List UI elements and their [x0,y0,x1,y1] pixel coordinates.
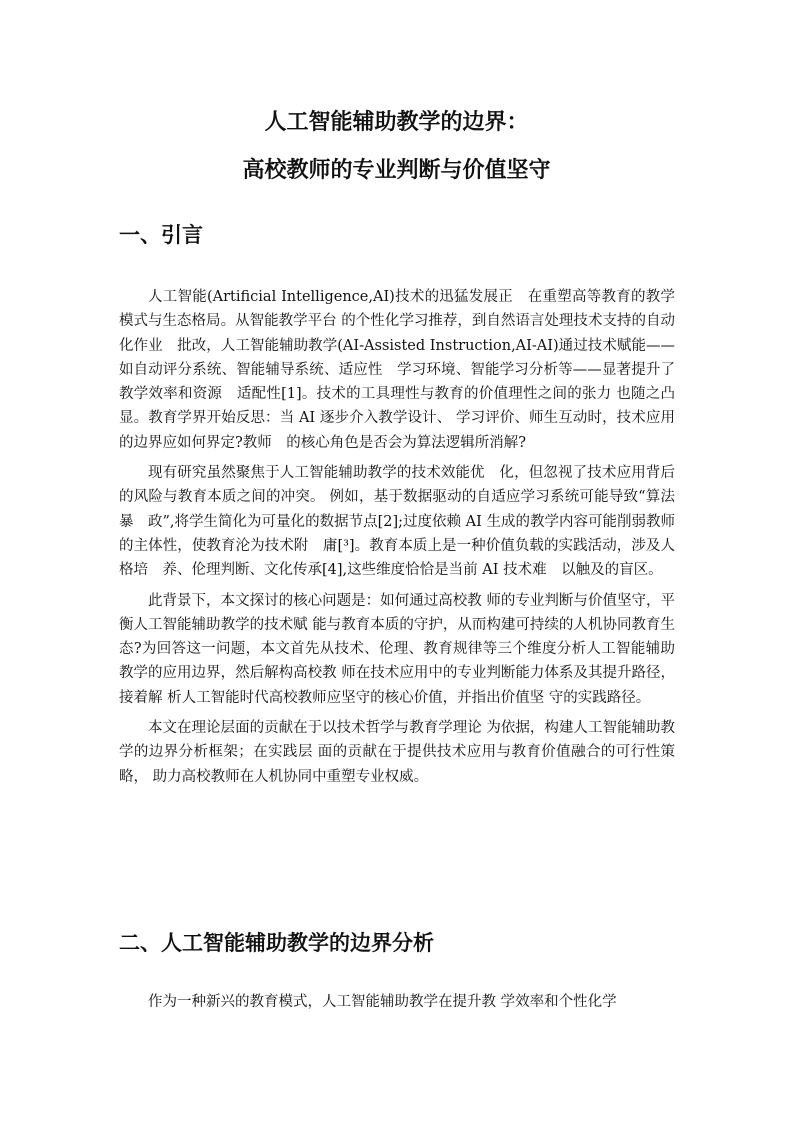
paragraph: 人工智能(Artificial Intelligence,AI)技术的迅猛发展正 在重塑高等教育的教学模式与生态格局。从智能教学平台 的个性化学习推荐，到自然语言处理技术支持的自动化作业 批改，人工智能辅助教学(AI-Assisted Instruction,AI-AI)通过技术赋能——如自动评分系统、智能辅导系统、适应性 学习环境、智能学习分析等——显著提升了教学效率和资源 适配性[1]。技术的工具理性与教育的价值理性之间的张力 也随之凸显。教育学界开始反思：当 AI 逐步介入教学设计、 学习评价、师生互动时，技术应用的边界应如何界定?教师 的核心角色是否会为算法逻辑所消解? [119,289,675,451]
section-heading-boundary-analysis: 二、人工智能辅助教学的边界分析 [119,931,434,955]
paragraph: 本文在理论层面的贡献在于以技术哲学与教育学理论 为依据，构建人工智能辅助教学的边界分析框架；在实践层 面的贡献在于提供技术应用与教育价值融合的可行性策略， 助力高校教师在人机协同中重塑专业权威。 [119,720,675,785]
paragraph: 作为一种新兴的教育模式，人工智能辅助教学在提升教 学效率和个性化学 [148,994,617,1010]
section-body-introduction [119,285,675,795]
section-body-boundary-analysis [119,990,675,1020]
section-heading-introduction: 一、引言 [119,223,203,247]
document-title-line-2: 高校教师的专业判断与价值坚守 [242,158,551,183]
paragraph: 此背景下，本文探讨的核心问题是：如何通过高校教 师的专业判断与价值坚守，平衡人工智能辅助教学的技术赋 能与教育本质的守护，从而构建可持续的人机协同教育生 态?为回答这一问题，本文首先从技术、伦理、教育规律等三个维度分析人工智能辅助教学的应用边界，然后解构高校教 师在技术应用中的专业判断能力体系及其提升路径，接着解 析人工智能时代高校教师应坚守的核心价值，并指出价值坚 守的实践路径。 [119,592,675,706]
document-title-line-1: 人工智能辅助教学的边界： [264,110,529,135]
paragraph: 现有研究虽然聚焦于人工智能辅助教学的技术效能优 化，但忽视了技术应用背后的风险与教育本质之间的冲突。 例如，基于数据驱动的自适应学习系统可能导致“算法暴 政”,将学生简化为可量化的数据节点[2];过度依赖 AI 生成的教学内容可能削弱教师的主体性，使教育沦为技术附 庸[³]。教育本质上是一种价值负载的实践活动，涉及人格培 养、伦理判断、文化传承[4],这些维度恰恰是当前 AI 技术难 以触及的盲区。 [119,465,675,579]
